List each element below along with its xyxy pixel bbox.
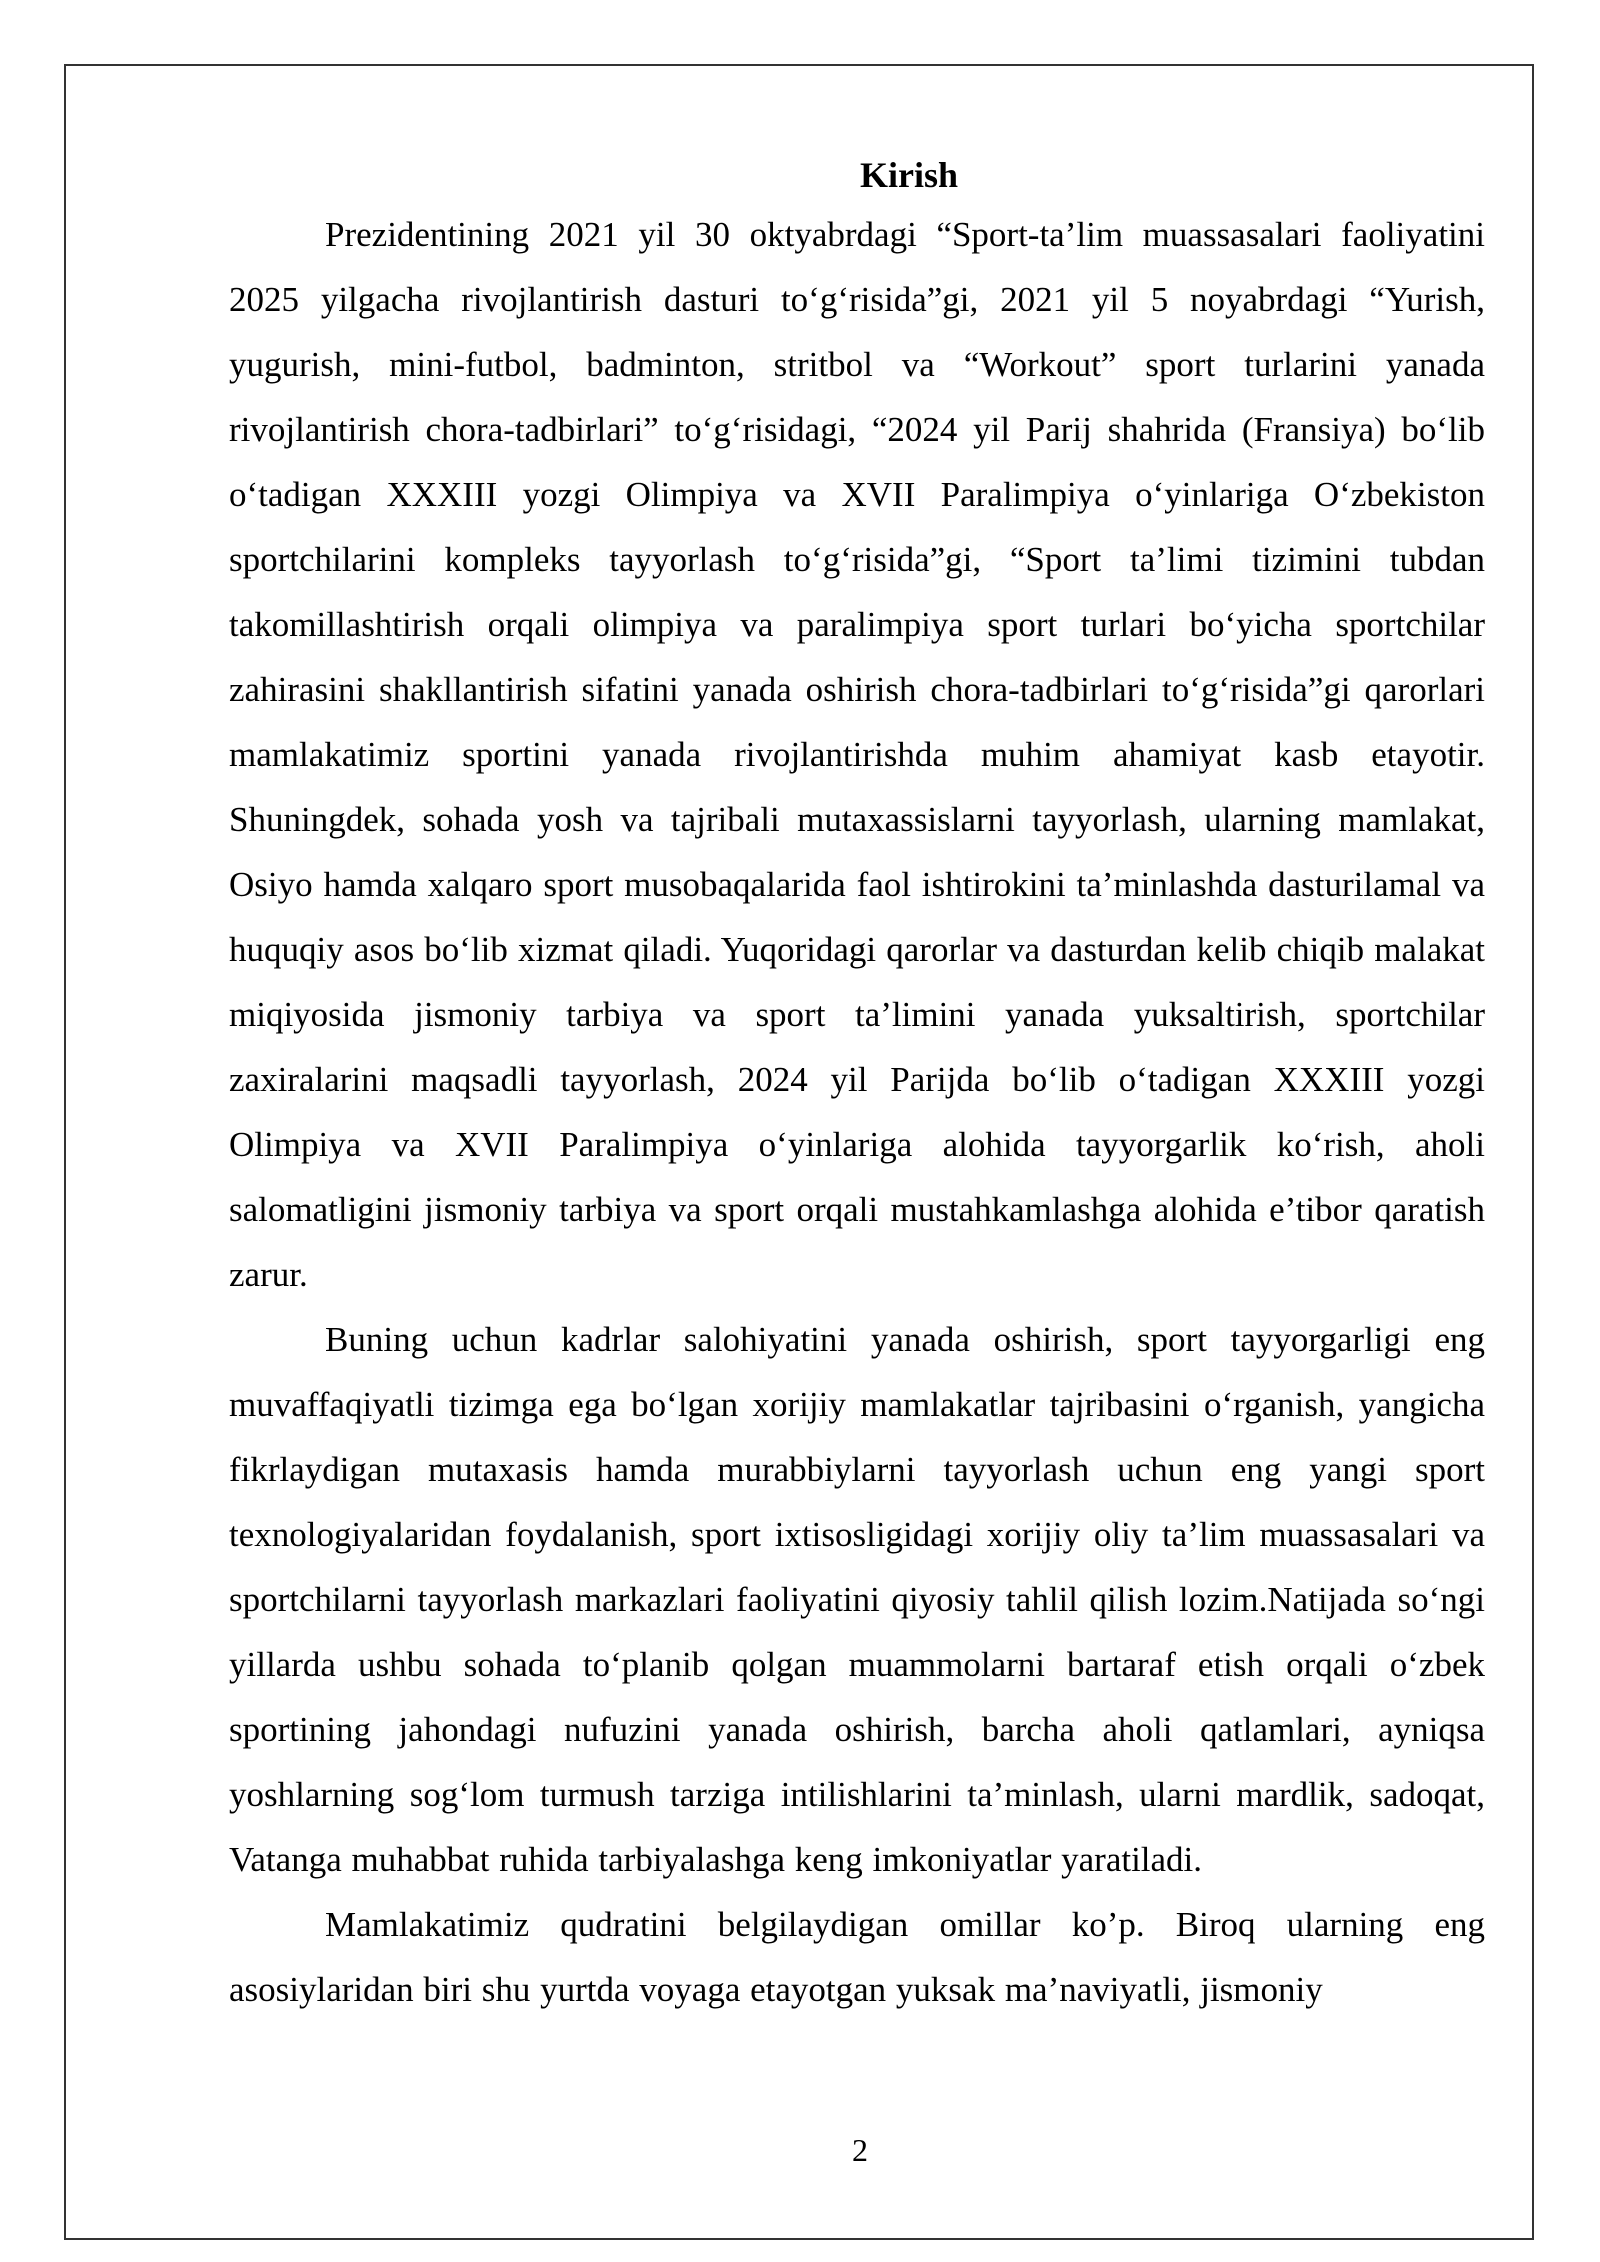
paragraph-3: Mamlakatimiz qudratini belgilaydigan omillar ko’p. Biroq ularning eng asosiylaridan biri shu yurtda voyaga etayotgan yuksak ma’naviyatli, jismoniy [229, 1905, 1485, 2009]
section-title: Kirish [859, 155, 958, 195]
paragraph-1: Prezidentining 2021 yil 30 oktyabrdagi “Sport-ta’lim muassasalari faoliyatini 2025 yilgacha rivojlantirish dasturi to‘g‘risida”gi, 2021 yil 5 noyabrdagi “Yurish, yugurish, mini-futbol, badminton, stritbol va “Workout” sport turlarini yanada rivojlantirish chora-tadbirlari” to‘g‘risidagi, “2024 yil Parij shahrida (Fransiya) bo‘lib o‘tadigan XXXIII yozgi Olimpiya va XVII Paralimpiya o‘yinlariga O‘zbekiston sportchilarini kompleks tayyorlash to‘g‘risida”gi, “Sport ta’limi tizimini tubdan takomillashtirish orqali olimpiya va paralimpiya sport turlari bo‘yicha sportchilar zahirasini shakllantirish sifatini yanada oshirish chora-tadbirlari to‘g‘risida”gi qarorlari mamlakatimiz sportini yanada rivojlantirishda muhim ahamiyat kasb etayotir. Shuningdek, sohada yosh va tajribali mutaxassislarni tayyorlash, ularning mamlakat, Osiyo hamda xalqaro sport musobaqalarida faol ishtirokini ta’minlashda dasturilamal va huquqiy asos bo‘lib xizmat qiladi. Yuqoridagi qarorlar va dasturdan kelib chiqib malakat miqiyosida jismoniy tarbiya va sport ta’limini yanada yuksaltirish, sportchilar zaxiralarini maqsadli tayyorlash, 2024 yil Parijda bo‘lib o‘tadigan XXXIII yozgi Olimpiya va XVII Paralimpiya o‘yinlariga alohida tayyorgarlik ko‘rish, aholi salomatligini jismoniy tarbiya va sport orqali mustahkamlashga alohida e’tibor qaratish zarur. [229, 215, 1485, 1294]
page-number: 2 [852, 2132, 868, 2168]
paragraph-2: Buning uchun kadrlar salohiyatini yanada oshirish, sport tayyorgarligi eng muvaffaqiyatli tizimga ega bo‘lgan xorijiy mamlakatlar tajribasini o‘rganish, yangicha fikrlaydigan mutaxasis hamda murabbiylarni tayyorlash uchun eng yangi sport texnologiyalaridan foydalanish, sport ixtisosligidagi xorijiy oliy ta’lim muassasalari va sportchilarni tayyorlash markazlari faoliyatini qiyosiy tahlil qilish lozim.Natijada so‘ngi yillarda ushbu sohada to‘planib qolgan muammolarni bartaraf etish orqali o‘zbek sportining jahondagi nufuzini yanada oshirish, barcha aholi qatlamlari, ayniqsa yoshlarning sog‘lom turmush tarziga intilishlarini ta’minlash, ularni mardlik, sadoqat, Vatanga muhabbat ruhida tarbiyalashga keng imkoniyatlar yaratiladi. [229, 1320, 1485, 1879]
document-body [229, 148, 1485, 2022]
